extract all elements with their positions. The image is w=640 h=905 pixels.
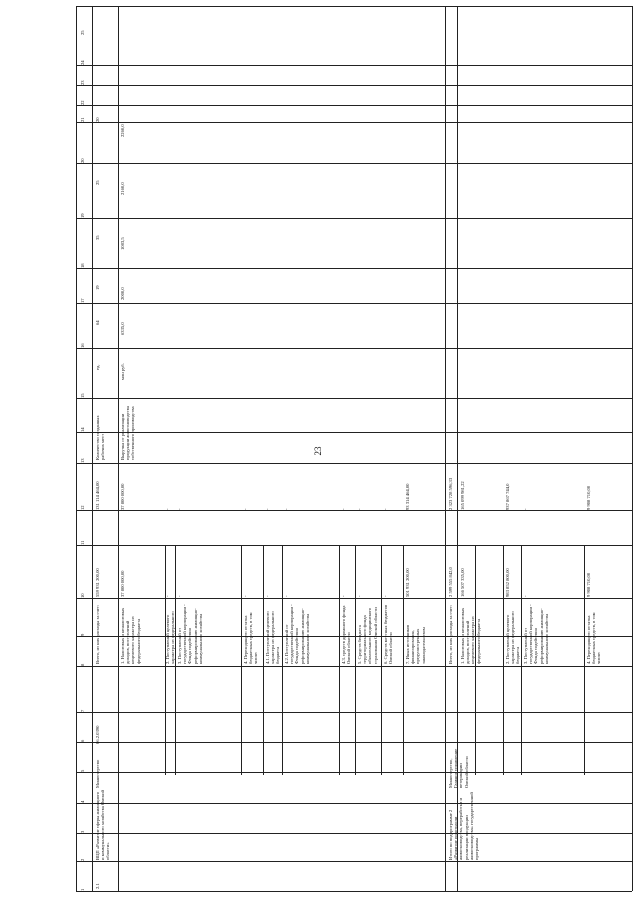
- source-plan: -: [243, 595, 248, 597]
- column-separator: [76, 545, 632, 546]
- val2-14: 2160,0: [120, 182, 125, 195]
- row2-source-fact: 9 908 710,00: [586, 485, 591, 510]
- source-plan: 37 800 000,00: [120, 570, 125, 597]
- row2-source-fact: 165 099 981,22: [460, 481, 465, 510]
- column-separator: [76, 666, 632, 667]
- row2-source-plan: 9 908 710,00: [586, 572, 591, 597]
- row2-source-label: 1. Налоговых и неналоговых доходов, поступлений нецелевого характера из федерального бюджета: [460, 606, 481, 664]
- source-label: 3. Поступлений от государственной корпорации - Фонда содействия реформированию жилищно-коммунального хозяйства: [177, 603, 203, 664]
- column-number: 2: [80, 858, 85, 861]
- row-separator: [92, 6, 93, 891]
- column-separator: [76, 772, 632, 773]
- column-separator: [76, 398, 632, 399]
- source-fact: 93 314 464,00: [405, 483, 410, 510]
- column-number: 7: [80, 709, 85, 712]
- val2-16: 2260,0: [120, 124, 125, 137]
- subrow-separator: [339, 545, 340, 775]
- row2-source-label: 4. Переходящего остатка бюджетных средств, в том числе:: [586, 611, 602, 664]
- source-fact: -: [177, 508, 182, 510]
- source-plan: -: [165, 595, 170, 597]
- subrow-separator: [355, 545, 356, 775]
- column-number: 22: [80, 100, 85, 105]
- val2-13: 1083,5: [120, 237, 125, 250]
- subrow-separator: [175, 545, 176, 775]
- column-number: 24: [80, 60, 85, 65]
- page-number: 23: [313, 446, 323, 456]
- source-label: 7. Иных источников финансирования, предусмотренных законодательством: [405, 623, 426, 664]
- subrow-separator: [241, 545, 242, 775]
- column-number: 8: [80, 663, 85, 666]
- column-number: 5: [80, 769, 85, 772]
- subrow-separator-2: [503, 545, 504, 775]
- source-fact: -: [341, 508, 346, 510]
- column-number: 14: [80, 427, 85, 432]
- total-fact: 131 114 464,00: [95, 481, 100, 510]
- unit: ед.: [95, 364, 100, 370]
- column-separator: [76, 122, 632, 123]
- source-fact: -: [357, 508, 362, 510]
- source-plan: -: [284, 595, 289, 597]
- row2-source-plan: 166 507 335,00: [460, 568, 465, 597]
- column-separator: [76, 598, 632, 599]
- column-number: 16: [80, 343, 85, 348]
- column-number: 23: [80, 80, 85, 85]
- column-separator: [76, 712, 632, 713]
- source-label: 6. Средств местных бюджетов Омской области: [383, 603, 394, 664]
- column-separator: [76, 163, 632, 164]
- column-separator: [76, 510, 632, 511]
- row2-source-fact: -: [523, 508, 528, 510]
- column-number: 10: [80, 593, 85, 598]
- val-11: 64: [95, 320, 100, 325]
- row-code: 06.2.0390: [95, 725, 100, 744]
- source-plan: -: [357, 595, 362, 597]
- row2-source-fact: 937 867 744,0: [505, 483, 510, 510]
- source-fact: -: [383, 508, 388, 510]
- column-separator: [76, 105, 632, 106]
- val-14: 25: [95, 180, 100, 185]
- column-separator: [76, 432, 632, 433]
- column-number: 17: [80, 298, 85, 303]
- row2-total-plan: 2 599 555 842,0: [448, 567, 453, 597]
- row-separator: [76, 6, 77, 891]
- indicator-2: Выручка от реализации продукции животноводства собственного производства: [120, 404, 136, 460]
- source-label: 4.3. средств дорожного фонда Омской области: [341, 604, 352, 664]
- source-plan: -: [383, 595, 388, 597]
- row2-source-plan: 983 852 800,00: [505, 568, 510, 597]
- source-plan: -: [177, 595, 182, 597]
- column-separator: [76, 463, 632, 464]
- column-number: 15: [80, 393, 85, 398]
- row2-source-label: 3. Поступлений от государственной корпорации - Фонда содействия реформированию жилищно-коммунального хозяйства: [523, 603, 549, 664]
- total-label: Всего, из них расходы за счет:: [95, 604, 100, 664]
- subrow-separator-2: [584, 545, 585, 775]
- row2-source-label: 2. Поступлений целевого характера из федерального бюджета: [505, 610, 521, 664]
- column-number: 9: [80, 633, 85, 636]
- column-number: 4: [80, 800, 85, 803]
- val-16: 20: [95, 117, 100, 122]
- subrow-separator-2: [521, 545, 522, 775]
- column-separator: [76, 861, 632, 862]
- val2-11: 6335,0: [120, 322, 125, 335]
- column-separator: [76, 742, 632, 743]
- source-label: 2. Поступлений целевого характера из федерального: [165, 611, 175, 664]
- source-fact: -: [284, 508, 289, 510]
- val-13: 35: [95, 235, 100, 240]
- source-label: 4.2. Поступлений от государственной корпорации - Фонда содействия реформированию жилищно-коммунального хозяйства: [284, 603, 310, 664]
- val-12: 19: [95, 285, 100, 290]
- column-number: 21: [80, 117, 85, 122]
- row2-source-plan: -: [523, 595, 528, 597]
- indicator: Количество созданных рабочих мест: [95, 414, 106, 460]
- row-executor: Министерство: [95, 759, 100, 788]
- subrow-separator: [263, 545, 264, 775]
- source-fact: -: [165, 508, 170, 510]
- source-fact: 37 800 000,00: [120, 483, 125, 510]
- column-separator: [76, 303, 632, 304]
- unit-2: млн руб.: [120, 363, 125, 380]
- source-label: 1. Налоговых и неналоговых доходов, поступлений нецелевого характера из федерального бюджета: [120, 606, 141, 664]
- subrow-separator: [403, 545, 404, 775]
- column-number: 3: [80, 830, 85, 833]
- row2-total-fact: 2 323 728 596,33: [448, 477, 453, 510]
- column-number: 25: [80, 30, 85, 35]
- indicator-row-line: [118, 6, 119, 436]
- row-name: ВЦП «Развитие сферы жилищного и коммунального хозяйства Омской области»: [95, 790, 111, 860]
- source-fact: -: [243, 508, 248, 510]
- column-separator: [76, 65, 632, 66]
- column-number: 6: [80, 739, 85, 742]
- column-separator: [76, 348, 632, 349]
- row2-executor: Министерство, Главное управление ветеринарии Омской области: [448, 748, 469, 788]
- column-separator: [76, 218, 632, 219]
- source-label: 4.1. Поступлений целевого характера из федерального бюджета: [265, 610, 281, 664]
- column-number: 11: [80, 540, 85, 545]
- column-number: 13: [80, 458, 85, 463]
- column-separator: [76, 268, 632, 269]
- source-label: 4. Переходящего остатка бюджетных средств, в том числе:: [243, 611, 259, 664]
- column-number: 18: [80, 263, 85, 268]
- source-plan: 501 931 200,00: [405, 568, 410, 597]
- indicator-row-line: [445, 6, 446, 436]
- row-separator: [632, 6, 633, 891]
- column-number: 20: [80, 158, 85, 163]
- source-plan: -: [265, 595, 270, 597]
- source-fact: -: [265, 508, 270, 510]
- column-separator: [76, 85, 632, 86]
- column-separator: [76, 6, 632, 7]
- subrow-separator: [381, 545, 382, 775]
- row-number: 2.1: [95, 883, 100, 889]
- total-plan: 559 931 200,00: [95, 568, 100, 597]
- val2-12: 2000,0: [120, 287, 125, 300]
- source-label: 5. Средств бюджета территориального фонда обязательного медицинского страхования Омской области: [357, 606, 378, 664]
- source-plan: -: [341, 595, 346, 597]
- column-number: 12: [80, 505, 85, 510]
- row2-name: Итого по подпрограмме 2 «Развитие подотрасли животноводства, переработки и реализации продукции животноводства» государственной программы: [448, 791, 480, 860]
- row2-total-label: Всего, из них расходы за счет:: [448, 604, 453, 664]
- column-number: 19: [80, 213, 85, 218]
- table-bottom-edge: [76, 891, 632, 892]
- column-number: 1: [80, 888, 85, 891]
